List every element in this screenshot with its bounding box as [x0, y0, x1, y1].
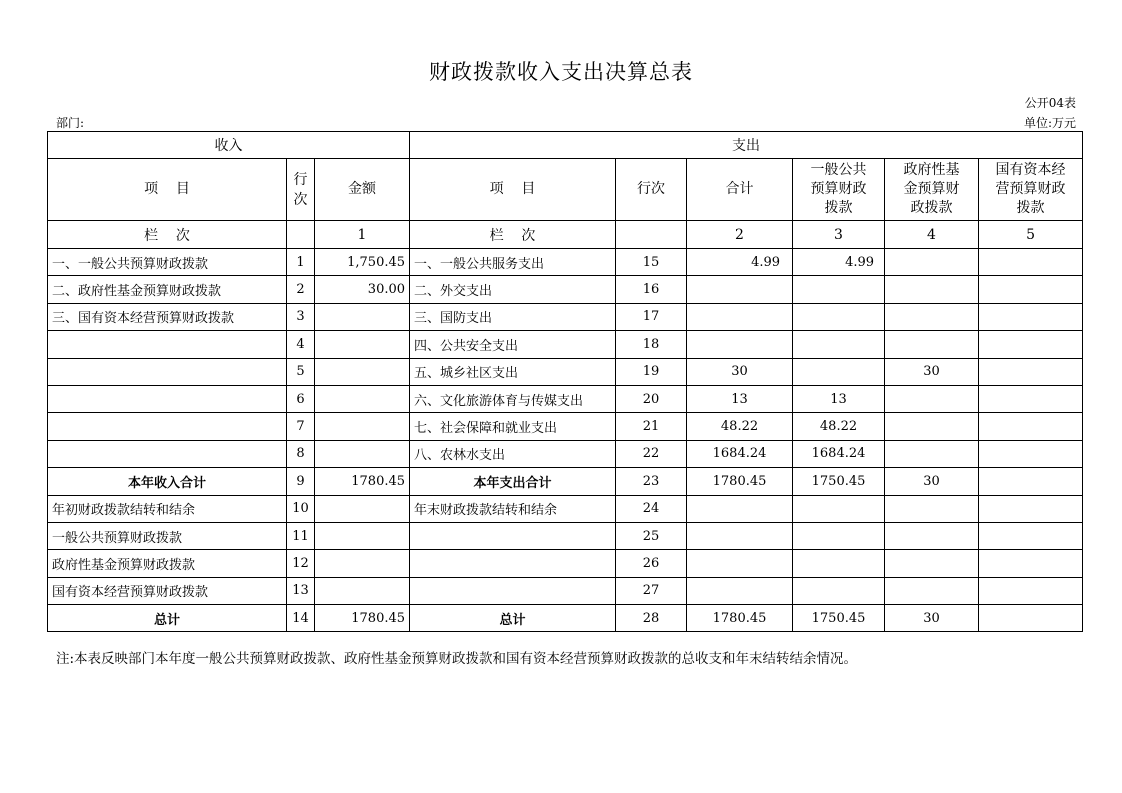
income-row-no: 2: [287, 276, 315, 303]
expense-item: 总计: [410, 605, 616, 632]
expense-item: [410, 577, 616, 604]
expense-general: 4.99: [793, 249, 885, 276]
expense-row-no: 28: [616, 605, 687, 632]
department-label: 部门:: [56, 116, 85, 130]
expense-general: [793, 577, 885, 604]
expense-item: 二、外交支出: [410, 276, 616, 303]
expense-row-no: 16: [616, 276, 687, 303]
expense-item-header: 项 目: [410, 159, 616, 221]
income-row-no: 6: [287, 385, 315, 412]
income-amount: [315, 577, 410, 604]
income-item: [48, 440, 287, 467]
expense-general: [793, 522, 885, 549]
column-number-5: 5: [979, 221, 1083, 249]
income-item: [48, 385, 287, 412]
expense-general: 1750.45: [793, 468, 885, 495]
expense-state-capital: [979, 249, 1083, 276]
expense-row-no: 24: [616, 495, 687, 522]
expense-state-capital: [979, 413, 1083, 440]
expense-total: [687, 522, 793, 549]
expense-general-header: 一般公共预算财政拨款: [793, 159, 885, 221]
table-row: [48, 522, 1083, 549]
expense-general: 13: [793, 385, 885, 412]
expense-total: [687, 331, 793, 358]
income-item: 总计: [48, 605, 287, 632]
expense-total: 30: [687, 358, 793, 385]
budget-summary-table: [47, 131, 1083, 632]
income-amount: [315, 522, 410, 549]
expense-state-capital: [979, 440, 1083, 467]
income-amount: [315, 385, 410, 412]
table-row: [48, 331, 1083, 358]
expense-item: 四、公共安全支出: [410, 331, 616, 358]
column-number-3: 3: [793, 221, 885, 249]
expense-row-no-header: 行次: [616, 159, 687, 221]
income-amount: 1780.45: [315, 605, 410, 632]
income-amount: [315, 550, 410, 577]
expense-item: 三、国防支出: [410, 303, 616, 330]
income-item: [48, 413, 287, 440]
expense-fund: [885, 495, 979, 522]
income-row-no: 13: [287, 577, 315, 604]
expense-general: 48.22: [793, 413, 885, 440]
expense-row-no: 27: [616, 577, 687, 604]
income-row-no: 9: [287, 468, 315, 495]
expense-fund: [885, 413, 979, 440]
expense-fund: [885, 303, 979, 330]
expense-total: [687, 495, 793, 522]
expense-state-capital-header: 国有资本经营预算财政拨款: [979, 159, 1083, 221]
income-row-no: 11: [287, 522, 315, 549]
table-row: [48, 577, 1083, 604]
income-row-no-header: 行次: [287, 159, 315, 221]
expense-total: 48.22: [687, 413, 793, 440]
table-row: [48, 550, 1083, 577]
expense-fund: 30: [885, 358, 979, 385]
income-amount: [315, 358, 410, 385]
income-item-header: 项 目: [48, 159, 287, 221]
expense-total: [687, 303, 793, 330]
header-row-columns: [48, 159, 1083, 221]
expense-fund: 30: [885, 468, 979, 495]
form-code: 公开04表: [1024, 96, 1076, 110]
expense-item: 六、文化旅游体育与传媒支出: [410, 385, 616, 412]
page-title: 财政拨款收入支出决算总表: [429, 60, 693, 84]
table-row: [48, 385, 1083, 412]
income-amount: 30.00: [315, 276, 410, 303]
empty-cell: [616, 221, 687, 249]
income-amount-header: 金额: [315, 159, 410, 221]
expense-state-capital: [979, 385, 1083, 412]
expense-state-capital: [979, 550, 1083, 577]
income-row-no: 5: [287, 358, 315, 385]
expense-general: [793, 276, 885, 303]
income-amount: [315, 413, 410, 440]
income-row-no: 8: [287, 440, 315, 467]
table-row: [48, 249, 1083, 276]
expense-total-header: 合计: [687, 159, 793, 221]
income-item: 三、国有资本经营预算财政拨款: [48, 303, 287, 330]
expense-total: 13: [687, 385, 793, 412]
income-row-no: 14: [287, 605, 315, 632]
expense-fund: [885, 440, 979, 467]
expense-row-no: 20: [616, 385, 687, 412]
expense-row-no: 23: [616, 468, 687, 495]
expense-row-no: 15: [616, 249, 687, 276]
income-amount: [315, 495, 410, 522]
income-item: 一、一般公共预算财政拨款: [48, 249, 287, 276]
header-row-column-numbers: [48, 221, 1083, 249]
expense-state-capital: [979, 358, 1083, 385]
income-section-header: 收入: [48, 132, 410, 159]
expense-total: [687, 577, 793, 604]
income-amount: [315, 303, 410, 330]
expense-row-no: 26: [616, 550, 687, 577]
expense-item: 本年支出合计: [410, 468, 616, 495]
expense-item: 八、农林水支出: [410, 440, 616, 467]
expense-column-label: 栏 次: [410, 221, 616, 249]
table-row: [48, 605, 1083, 632]
income-row-no: 12: [287, 550, 315, 577]
income-amount: [315, 331, 410, 358]
income-item: 年初财政拨款结转和结余: [48, 495, 287, 522]
income-item: 本年收入合计: [48, 468, 287, 495]
expense-fund: [885, 577, 979, 604]
expense-general: [793, 303, 885, 330]
expense-general: [793, 550, 885, 577]
income-amount: 1,750.45: [315, 249, 410, 276]
income-amount: [315, 440, 410, 467]
expense-item: 年末财政拨款结转和结余: [410, 495, 616, 522]
expense-state-capital: [979, 276, 1083, 303]
unit-label: 单位:万元: [1023, 116, 1076, 130]
expense-item: 一、一般公共服务支出: [410, 249, 616, 276]
expense-fund: 30: [885, 605, 979, 632]
expense-row-no: 21: [616, 413, 687, 440]
empty-cell: [287, 221, 315, 249]
table-row: [48, 468, 1083, 495]
expense-general: 1750.45: [793, 605, 885, 632]
table-row: [48, 358, 1083, 385]
income-amount: 1780.45: [315, 468, 410, 495]
expense-row-no: 22: [616, 440, 687, 467]
expense-item: 七、社会保障和就业支出: [410, 413, 616, 440]
footnote: 注:本表反映部门本年度一般公共预算财政拨款、政府性基金预算财政拨款和国有资本经营预算财政拨款的总收支和年末结转结余情况。: [56, 651, 858, 667]
income-item: 国有资本经营预算财政拨款: [48, 577, 287, 604]
expense-row-no: 17: [616, 303, 687, 330]
expense-state-capital: [979, 605, 1083, 632]
table-row: [48, 303, 1083, 330]
expense-fund: [885, 550, 979, 577]
income-column-label: 栏 次: [48, 221, 287, 249]
income-row-no: 1: [287, 249, 315, 276]
expense-fund: [885, 385, 979, 412]
expense-general: [793, 331, 885, 358]
expense-total: 1684.24: [687, 440, 793, 467]
expense-state-capital: [979, 522, 1083, 549]
expense-item: [410, 522, 616, 549]
expense-section-header: 支出: [410, 132, 1083, 159]
expense-state-capital: [979, 468, 1083, 495]
expense-fund: [885, 249, 979, 276]
expense-general: [793, 495, 885, 522]
expense-fund-header: 政府性基金预算财政拨款: [885, 159, 979, 221]
table-row: [48, 276, 1083, 303]
income-row-no: 4: [287, 331, 315, 358]
expense-total: 1780.45: [687, 605, 793, 632]
expense-row-no: 18: [616, 331, 687, 358]
income-row-no: 3: [287, 303, 315, 330]
expense-item: [410, 550, 616, 577]
table-row: [48, 495, 1083, 522]
income-item: 政府性基金预算财政拨款: [48, 550, 287, 577]
table-body: [48, 249, 1083, 632]
expense-state-capital: [979, 495, 1083, 522]
header-row-sections: [48, 132, 1083, 159]
expense-state-capital: [979, 577, 1083, 604]
income-row-no: 7: [287, 413, 315, 440]
expense-row-no: 19: [616, 358, 687, 385]
expense-fund: [885, 276, 979, 303]
income-item: 一般公共预算财政拨款: [48, 522, 287, 549]
expense-fund: [885, 522, 979, 549]
expense-total: 1780.45: [687, 468, 793, 495]
income-item: [48, 331, 287, 358]
expense-item: 五、城乡社区支出: [410, 358, 616, 385]
expense-general: 1684.24: [793, 440, 885, 467]
column-number-1: 1: [315, 221, 410, 249]
table-row: [48, 413, 1083, 440]
column-number-2: 2: [687, 221, 793, 249]
expense-total: [687, 276, 793, 303]
income-item: [48, 358, 287, 385]
income-row-no: 10: [287, 495, 315, 522]
expense-state-capital: [979, 331, 1083, 358]
expense-total: 4.99: [687, 249, 793, 276]
column-number-4: 4: [885, 221, 979, 249]
expense-general: [793, 358, 885, 385]
expense-row-no: 25: [616, 522, 687, 549]
expense-fund: [885, 331, 979, 358]
expense-total: [687, 550, 793, 577]
expense-state-capital: [979, 303, 1083, 330]
table-row: [48, 440, 1083, 467]
income-item: 二、政府性基金预算财政拨款: [48, 276, 287, 303]
